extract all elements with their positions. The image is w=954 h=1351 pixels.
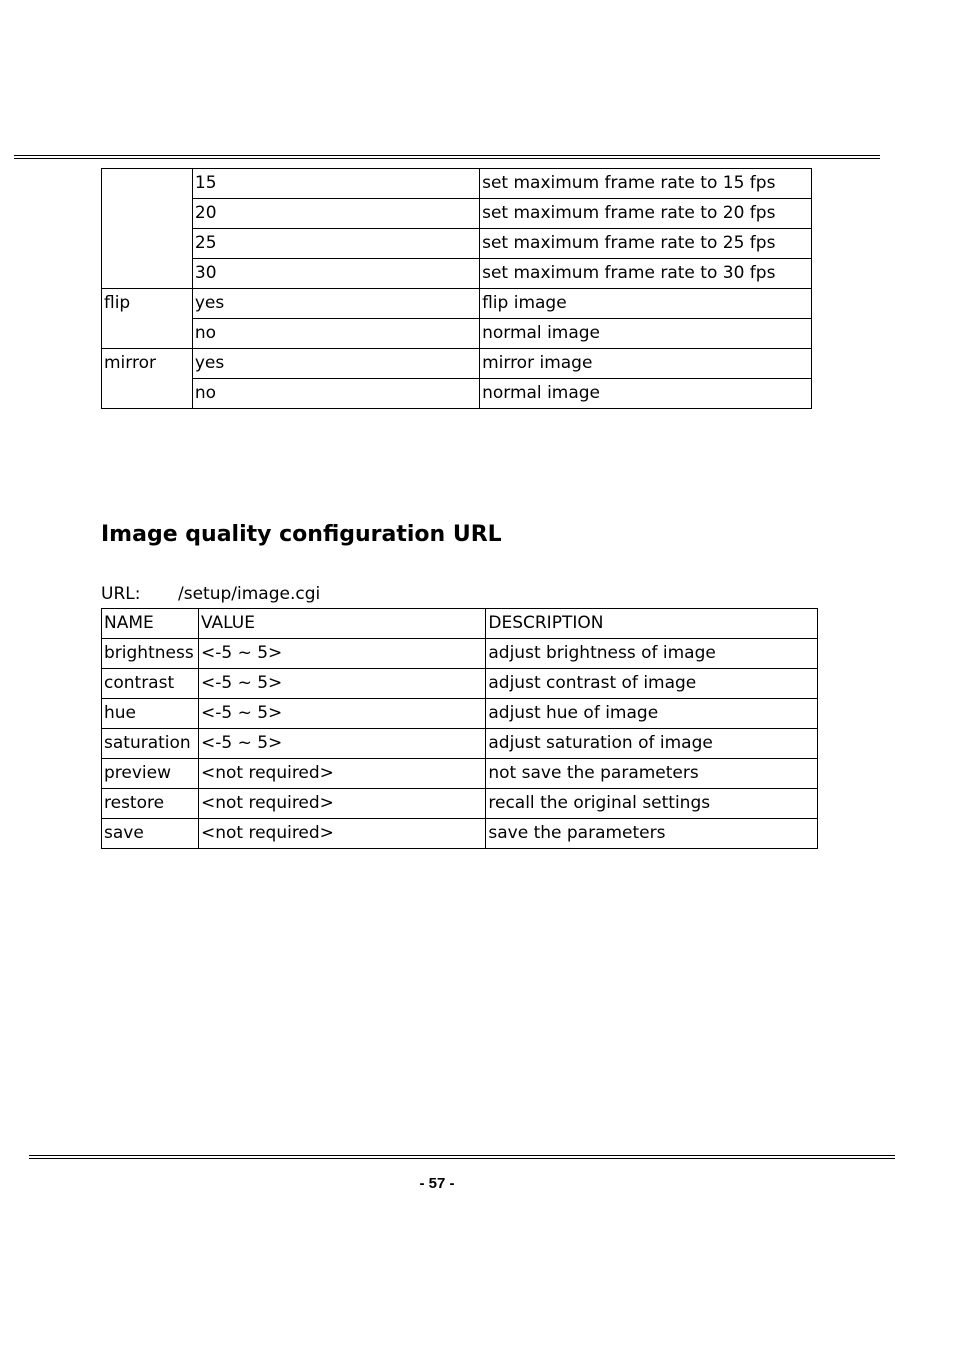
table-row: [102, 289, 812, 319]
param-value-cell: <-5 ~ 5>: [198, 699, 485, 729]
param-description-cell: adjust hue of image: [486, 699, 818, 729]
table-row: [102, 639, 818, 669]
param-description-cell: set maximum frame rate to 15 fps: [480, 169, 812, 199]
param-description-cell: adjust brightness of image: [486, 639, 818, 669]
param-description-cell: adjust saturation of image: [486, 729, 818, 759]
param-value-cell: 30: [192, 259, 479, 289]
param-value-cell: yes: [192, 289, 479, 319]
table-row: [102, 819, 818, 849]
header-divider: [14, 155, 880, 159]
column-header-description: DESCRIPTION: [486, 609, 818, 639]
table-row: [102, 199, 812, 229]
param-value-cell: <not required>: [198, 789, 485, 819]
param-name-cell: saturation: [102, 729, 199, 759]
table-header-row: [102, 609, 818, 639]
param-value-cell: yes: [192, 349, 479, 379]
param-description-cell: adjust contrast of image: [486, 669, 818, 699]
section-title: Image quality configuration URL: [101, 522, 502, 547]
param-value-cell: <-5 ~ 5>: [198, 729, 485, 759]
param-value-cell: no: [192, 319, 479, 349]
url-value: /setup/image.cgi: [178, 584, 321, 604]
param-description-cell: set maximum frame rate to 25 fps: [480, 229, 812, 259]
param-name-cell: hue: [102, 699, 199, 729]
url-line: [101, 582, 320, 606]
param-value-cell: <not required>: [198, 759, 485, 789]
param-name-cell: mirror: [102, 349, 193, 409]
param-description-cell: set maximum frame rate to 30 fps: [480, 259, 812, 289]
param-description-cell: normal image: [480, 319, 812, 349]
param-description-cell: set maximum frame rate to 20 fps: [480, 199, 812, 229]
param-description-cell: recall the original settings: [486, 789, 818, 819]
param-description-cell: mirror image: [480, 349, 812, 379]
param-description-cell: not save the parameters: [486, 759, 818, 789]
url-label: URL:: [101, 584, 141, 604]
table-row: [102, 759, 818, 789]
param-name-cell: contrast: [102, 669, 199, 699]
param-name-cell: [102, 169, 193, 289]
table-row: [102, 349, 812, 379]
param-value-cell: 25: [192, 229, 479, 259]
table-row: [102, 699, 818, 729]
table-row: [102, 729, 818, 759]
param-name-cell: brightness: [102, 639, 199, 669]
param-value-cell: no: [192, 379, 479, 409]
param-description-cell: normal image: [480, 379, 812, 409]
footer-divider: [29, 1155, 895, 1159]
param-value-cell: 15: [192, 169, 479, 199]
frame-rate-options-table: [101, 168, 812, 409]
param-name-cell: preview: [102, 759, 199, 789]
param-description-cell: flip image: [480, 289, 812, 319]
param-name-cell: restore: [102, 789, 199, 819]
image-quality-parameters-table: [101, 608, 818, 849]
table-row: [102, 169, 812, 199]
column-header-value: VALUE: [198, 609, 485, 639]
param-value-cell: <not required>: [198, 819, 485, 849]
table-row: [102, 229, 812, 259]
table-row: [102, 319, 812, 349]
table-row: [102, 669, 818, 699]
column-header-name: NAME: [102, 609, 199, 639]
param-value-cell: <-5 ~ 5>: [198, 669, 485, 699]
page-number: - 57 -: [419, 1175, 455, 1192]
table-row: [102, 789, 818, 819]
param-description-cell: save the parameters: [486, 819, 818, 849]
param-name-cell: flip: [102, 289, 193, 349]
table-row: [102, 259, 812, 289]
table-row: [102, 379, 812, 409]
param-value-cell: <-5 ~ 5>: [198, 639, 485, 669]
param-value-cell: 20: [192, 199, 479, 229]
param-name-cell: save: [102, 819, 199, 849]
